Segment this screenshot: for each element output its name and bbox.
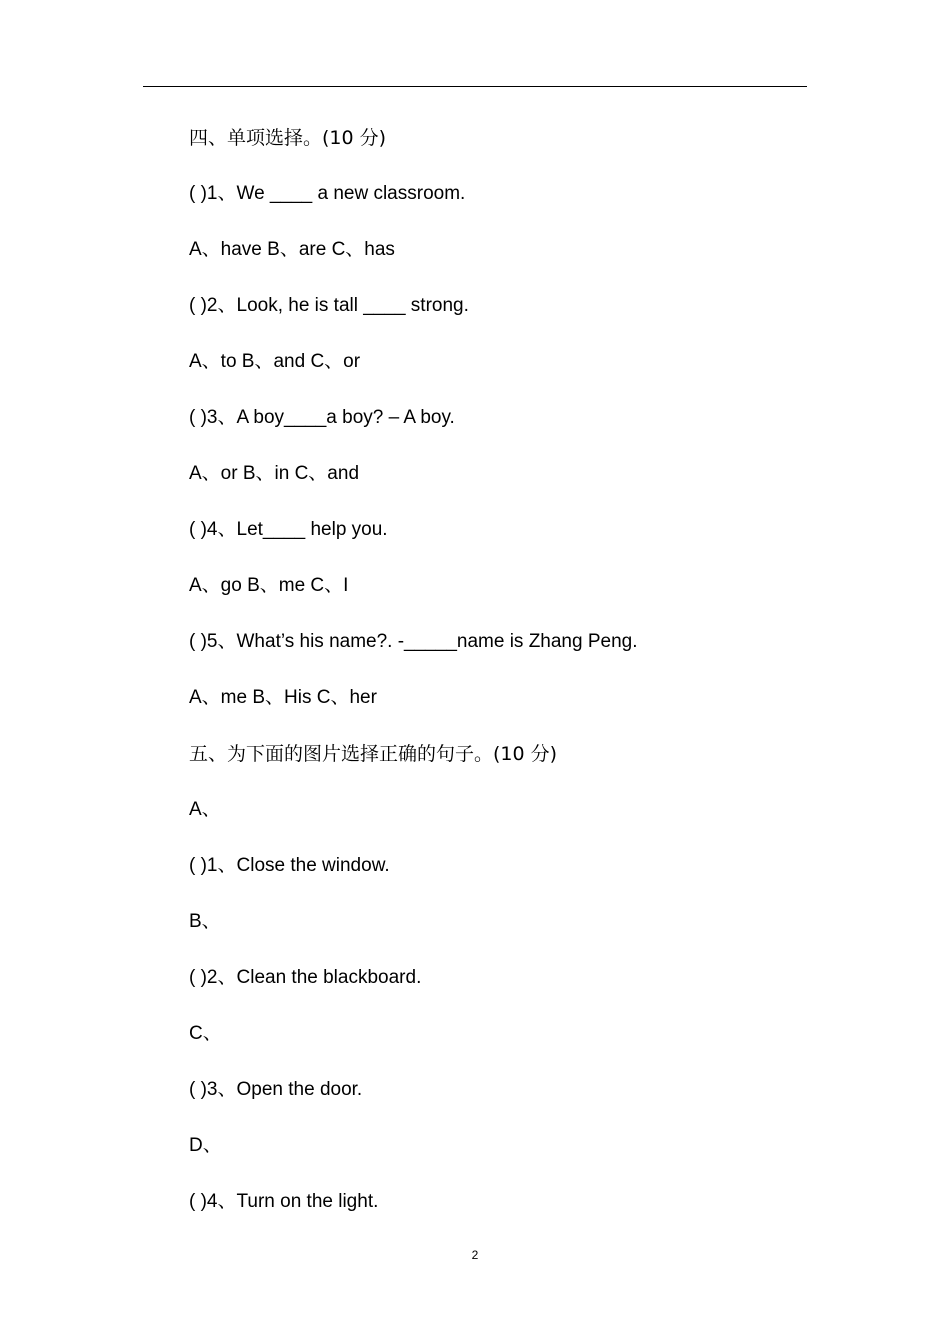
section-4-heading: 四、单项选择。(10 分) (189, 127, 387, 149)
question-1-options: A、have B、are C、has (189, 239, 395, 260)
sentence-2: ( )2、Clean the blackboard. (189, 967, 422, 988)
question-3-options: A、or B、in C、and (189, 463, 360, 484)
page-number: 2 (471, 1248, 479, 1262)
question-4-options: A、go B、me C、I (189, 575, 349, 596)
question-2: ( )2、Look, he is tall ____ strong. (189, 295, 469, 316)
picture-label-a: A、 (189, 799, 221, 820)
page-content (189, 122, 809, 1242)
sentence-4: ( )4、Turn on the light. (189, 1191, 379, 1212)
picture-label-b: B、 (189, 911, 221, 932)
question-4: ( )4、Let____ help you. (189, 519, 388, 540)
sentence-3: ( )3、Open the door. (189, 1079, 363, 1100)
question-1: ( )1、We ____ a new classroom. (189, 183, 466, 204)
question-2-options: A、to B、and C、or (189, 351, 361, 372)
question-3: ( )3、A boy____a boy? – A boy. (189, 407, 455, 428)
sentence-1: ( )1、Close the window. (189, 855, 390, 876)
section-5-heading: 五、为下面的图片选择正确的句子。(10 分) (189, 743, 558, 765)
picture-label-d: D、 (189, 1135, 222, 1156)
question-5-options: A、me B、His C、her (189, 687, 377, 708)
picture-label-c: C、 (189, 1023, 222, 1044)
question-5: ( )5、What’s his name?. -_____name is Zhang Peng. (189, 631, 638, 652)
header-rule (143, 86, 807, 87)
